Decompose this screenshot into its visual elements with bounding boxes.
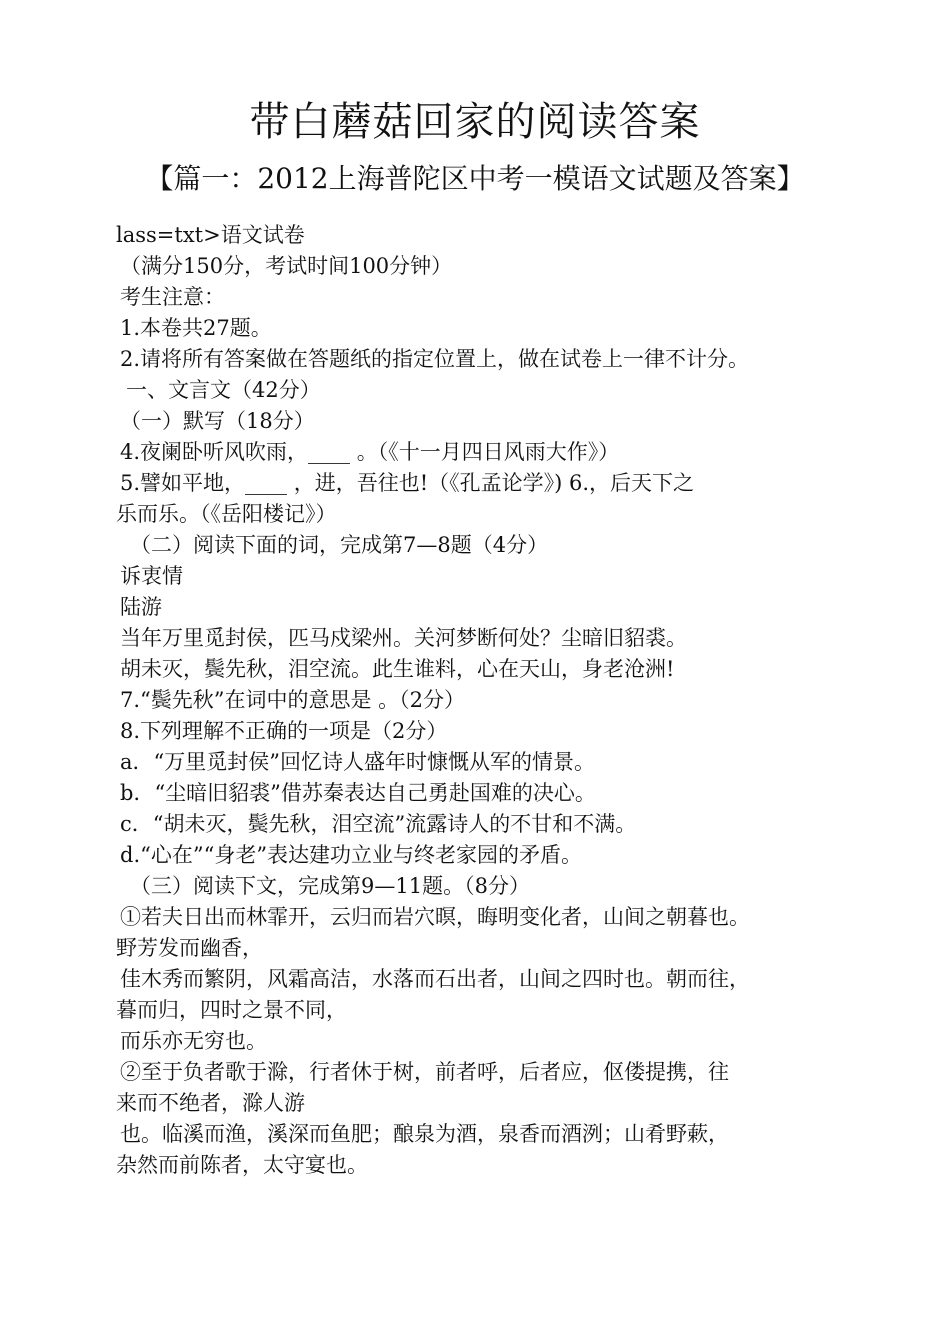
text-line: ①若夫日出而林霏开，云归而岩穴暝，晦明变化者，山间之朝暮也。 bbox=[120, 905, 750, 929]
text-line: 诉衷情 bbox=[120, 564, 183, 588]
text-line: 7.“鬓先秋”在词中的意思是 。（2分） bbox=[120, 688, 466, 712]
text-line: 乐而乐。（《岳阳楼记》） bbox=[116, 502, 337, 526]
document-body bbox=[116, 220, 876, 1181]
text-line: 5.譬如平地，____ ，进，吾往也!（《孔孟论学》) 6.，后天下之 bbox=[120, 471, 695, 495]
text-line: （三）阅读下文，完成第9—11题。（8分） bbox=[130, 874, 530, 898]
text-line: 陆游 bbox=[120, 595, 162, 619]
text-line: 一、文言文（42分） bbox=[126, 378, 321, 402]
text-line: 考生注意： bbox=[120, 285, 225, 309]
text-line: （一）默写（18分） bbox=[120, 409, 315, 433]
page-title: 带白蘑菇回家的阅读答案 bbox=[249, 99, 701, 145]
text-line: 野芳发而幽香， bbox=[116, 936, 263, 960]
text-line: ②至于负者歌于滁，行者休于树，前者呼，后者应，伛偻提携，往 bbox=[120, 1060, 729, 1084]
text-line: 当年万里觅封侯，匹马戍梁州。关河梦断何处？尘暗旧貂裘。 bbox=[120, 626, 687, 650]
text-line: 暮而归，四时之景不同， bbox=[116, 998, 347, 1022]
text-line: （满分150分，考试时间100分钟） bbox=[120, 254, 453, 278]
text-line: 佳木秀而繁阴，风霜高洁，水落而石出者，山间之四时也。朝而往， bbox=[120, 967, 750, 991]
text-line: 杂然而前陈者，太守宴也。 bbox=[116, 1153, 368, 1177]
text-line: 1.本卷共27题。 bbox=[120, 316, 272, 340]
text-line: 2.请将所有答案做在答题纸的指定位置上，做在试卷上一律不计分。 bbox=[120, 347, 750, 371]
text-line: （二）阅读下面的词，完成第7—8题（4分） bbox=[130, 533, 549, 557]
text-line: 也。临溪而渔，溪深而鱼肥；酿泉为酒，泉香而酒洌；山肴野蔌， bbox=[120, 1122, 729, 1146]
text-line: 来而不绝者，滁人游 bbox=[116, 1091, 305, 1115]
page-subtitle: 【篇一：2012上海普陀区中考一模语文试题及答案】 bbox=[145, 162, 805, 195]
text-line: 8.下列理解不正确的一项是（2分） bbox=[120, 719, 448, 743]
text-line: a．“万里觅封侯”回忆诗人盛年时慷慨从军的情景。 bbox=[120, 750, 595, 774]
text-line: b．“尘暗旧貂裘”借苏秦表达自己勇赴国难的决心。 bbox=[120, 781, 596, 805]
text-line: lass=txt>语文试卷 bbox=[116, 223, 305, 247]
text-line: c．“胡未灭，鬓先秋，泪空流”流露诗人的不甘和不满。 bbox=[120, 812, 637, 836]
text-line: d.“心在”“身老”表达建功立业与终老家园的矛盾。 bbox=[120, 843, 583, 867]
text-line: 而乐亦无穷也。 bbox=[120, 1029, 267, 1053]
text-line: 胡未灭，鬓先秋，泪空流。此生谁料，心在天山，身老沧洲! bbox=[120, 657, 675, 681]
text-line: 4.夜阑卧听风吹雨，____ 。（《十一月四日风雨大作》） bbox=[120, 440, 620, 464]
